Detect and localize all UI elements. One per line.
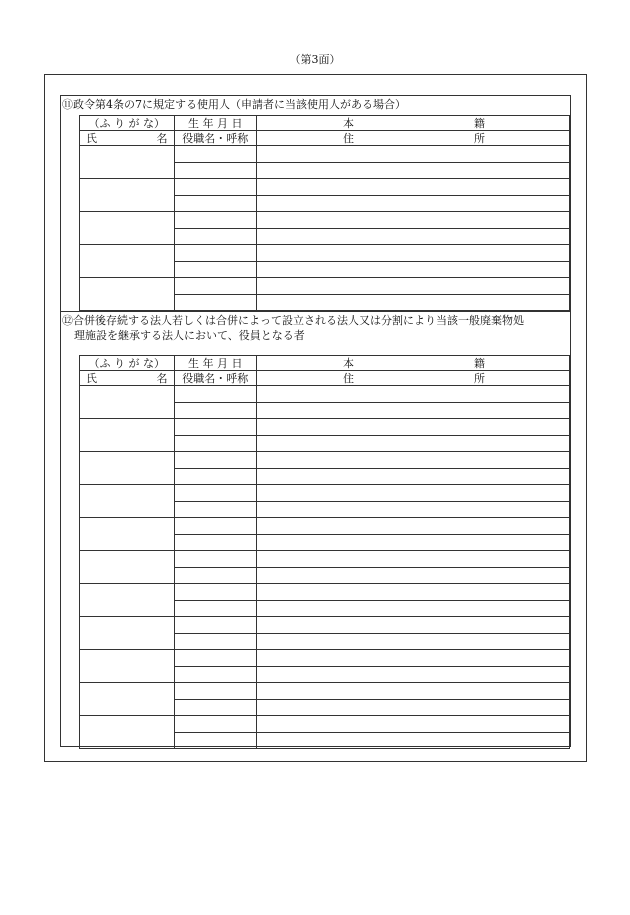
employee-entry-row xyxy=(80,245,570,262)
name-field[interactable] xyxy=(80,683,175,716)
role-field[interactable] xyxy=(174,699,257,716)
role-field[interactable] xyxy=(174,633,257,650)
role-field[interactable] xyxy=(174,402,257,419)
address-field[interactable] xyxy=(257,699,570,716)
name-field[interactable] xyxy=(80,452,175,485)
domicile-field[interactable] xyxy=(257,278,570,295)
address-field[interactable] xyxy=(257,732,570,749)
domicile-field[interactable] xyxy=(257,452,570,469)
domicile-field[interactable] xyxy=(257,551,570,568)
address-header: 住 所 xyxy=(257,131,570,146)
name-field[interactable] xyxy=(80,650,175,683)
birthdate-field[interactable] xyxy=(174,278,257,295)
section-title: ⑪政令第4条の7に規定する使用人（申請者に当該使用人がある場合） xyxy=(62,98,406,111)
domicile-field[interactable] xyxy=(257,683,570,700)
role-field[interactable] xyxy=(174,534,257,551)
name-field[interactable] xyxy=(80,518,175,551)
address-field[interactable] xyxy=(257,162,570,179)
employee-entry-row xyxy=(80,212,570,229)
address-field[interactable] xyxy=(257,294,570,311)
furigana-header: （ふ り が な） xyxy=(80,356,175,371)
domicile-header: 本 籍 xyxy=(257,356,570,371)
address-field[interactable] xyxy=(257,195,570,212)
name-field[interactable] xyxy=(80,485,175,518)
address-field[interactable] xyxy=(257,468,570,485)
name-field[interactable] xyxy=(80,146,175,179)
name-header: 氏 名 xyxy=(80,131,175,146)
role-field[interactable] xyxy=(174,228,257,245)
birthdate-field[interactable] xyxy=(174,617,257,634)
domicile-field[interactable] xyxy=(257,617,570,634)
address-field[interactable] xyxy=(257,435,570,452)
birthdate-field[interactable] xyxy=(174,452,257,469)
role-field[interactable] xyxy=(174,732,257,749)
domicile-field[interactable] xyxy=(257,419,570,436)
officer-table xyxy=(79,355,570,749)
birthdate-header: 生 年 月 日 xyxy=(174,116,257,131)
officer-entry-row xyxy=(80,518,570,535)
address-field[interactable] xyxy=(257,567,570,584)
officer-entry-row xyxy=(80,419,570,436)
birthdate-field[interactable] xyxy=(174,716,257,733)
section-title-line2: 理施設を継承する法人において、役員となる者 xyxy=(74,329,305,342)
officer-entry-row xyxy=(80,584,570,601)
employee-entry-row xyxy=(80,179,570,196)
officer-entry-row xyxy=(80,716,570,733)
officer-entry-row xyxy=(80,650,570,667)
section-title xyxy=(61,312,570,343)
domicile-field[interactable] xyxy=(257,650,570,667)
officer-entry-row xyxy=(80,617,570,634)
domicile-field[interactable] xyxy=(257,386,570,403)
section-officers-after-merger xyxy=(60,311,571,747)
furigana-header: （ふ り が な） xyxy=(80,116,175,131)
name-header: 氏 名 xyxy=(80,371,175,386)
domicile-field[interactable] xyxy=(257,146,570,163)
section-title-line1: ⑫合併後存続する法人若しくは合併によって設立される法人又は分割により当該一般廃棄物処 xyxy=(62,314,524,327)
birthdate-header: 生 年 月 日 xyxy=(174,356,257,371)
birthdate-field[interactable] xyxy=(174,146,257,163)
birthdate-field[interactable] xyxy=(174,245,257,262)
domicile-field[interactable] xyxy=(257,212,570,229)
domicile-field[interactable] xyxy=(257,179,570,196)
officer-entry-row xyxy=(80,452,570,469)
name-field[interactable] xyxy=(80,212,175,245)
role-field[interactable] xyxy=(174,261,257,278)
birthdate-field[interactable] xyxy=(174,212,257,229)
address-field[interactable] xyxy=(257,402,570,419)
address-field[interactable] xyxy=(257,228,570,245)
name-field[interactable] xyxy=(80,551,175,584)
role-field[interactable] xyxy=(174,195,257,212)
name-field[interactable] xyxy=(80,716,175,749)
role-field[interactable] xyxy=(174,567,257,584)
birthdate-field[interactable] xyxy=(174,683,257,700)
employee-entry-row xyxy=(80,278,570,295)
domicile-header: 本 籍 xyxy=(257,116,570,131)
address-field[interactable] xyxy=(257,600,570,617)
officer-entry-row xyxy=(80,386,570,403)
role-header: 役職名・呼称 xyxy=(174,371,257,386)
domicile-field[interactable] xyxy=(257,518,570,535)
address-header: 住 所 xyxy=(257,371,570,386)
role-field[interactable] xyxy=(174,294,257,311)
domicile-field[interactable] xyxy=(257,485,570,502)
address-field[interactable] xyxy=(257,534,570,551)
header-row xyxy=(80,116,570,131)
domicile-field[interactable] xyxy=(257,245,570,262)
birthdate-field[interactable] xyxy=(174,179,257,196)
domicile-field[interactable] xyxy=(257,584,570,601)
name-field[interactable] xyxy=(80,386,175,419)
birthdate-field[interactable] xyxy=(174,650,257,667)
officer-entry-row xyxy=(80,683,570,700)
name-field[interactable] xyxy=(80,584,175,617)
header-row xyxy=(80,371,570,386)
role-field[interactable] xyxy=(174,600,257,617)
page-label: （第3面） xyxy=(289,53,341,66)
employee-table xyxy=(79,115,570,311)
address-field[interactable] xyxy=(257,666,570,683)
role-field[interactable] xyxy=(174,435,257,452)
section-appointed-employees xyxy=(60,95,571,311)
name-field[interactable] xyxy=(80,419,175,452)
header-row xyxy=(80,131,570,146)
employee-entry-row xyxy=(80,146,570,163)
name-field[interactable] xyxy=(80,617,175,650)
name-field[interactable] xyxy=(80,179,175,212)
header-row xyxy=(80,356,570,371)
role-field[interactable] xyxy=(174,666,257,683)
address-field[interactable] xyxy=(257,501,570,518)
birthdate-field[interactable] xyxy=(174,419,257,436)
birthdate-field[interactable] xyxy=(174,485,257,502)
role-field[interactable] xyxy=(174,162,257,179)
birthdate-field[interactable] xyxy=(174,386,257,403)
role-header: 役職名・呼称 xyxy=(174,131,257,146)
name-field[interactable] xyxy=(80,245,175,278)
role-field[interactable] xyxy=(174,468,257,485)
name-field[interactable] xyxy=(80,278,175,311)
role-field[interactable] xyxy=(174,501,257,518)
domicile-field[interactable] xyxy=(257,716,570,733)
address-field[interactable] xyxy=(257,633,570,650)
officer-entry-row xyxy=(80,485,570,502)
birthdate-field[interactable] xyxy=(174,584,257,601)
birthdate-field[interactable] xyxy=(174,551,257,568)
birthdate-field[interactable] xyxy=(174,518,257,535)
officer-entry-row xyxy=(80,551,570,568)
address-field[interactable] xyxy=(257,261,570,278)
